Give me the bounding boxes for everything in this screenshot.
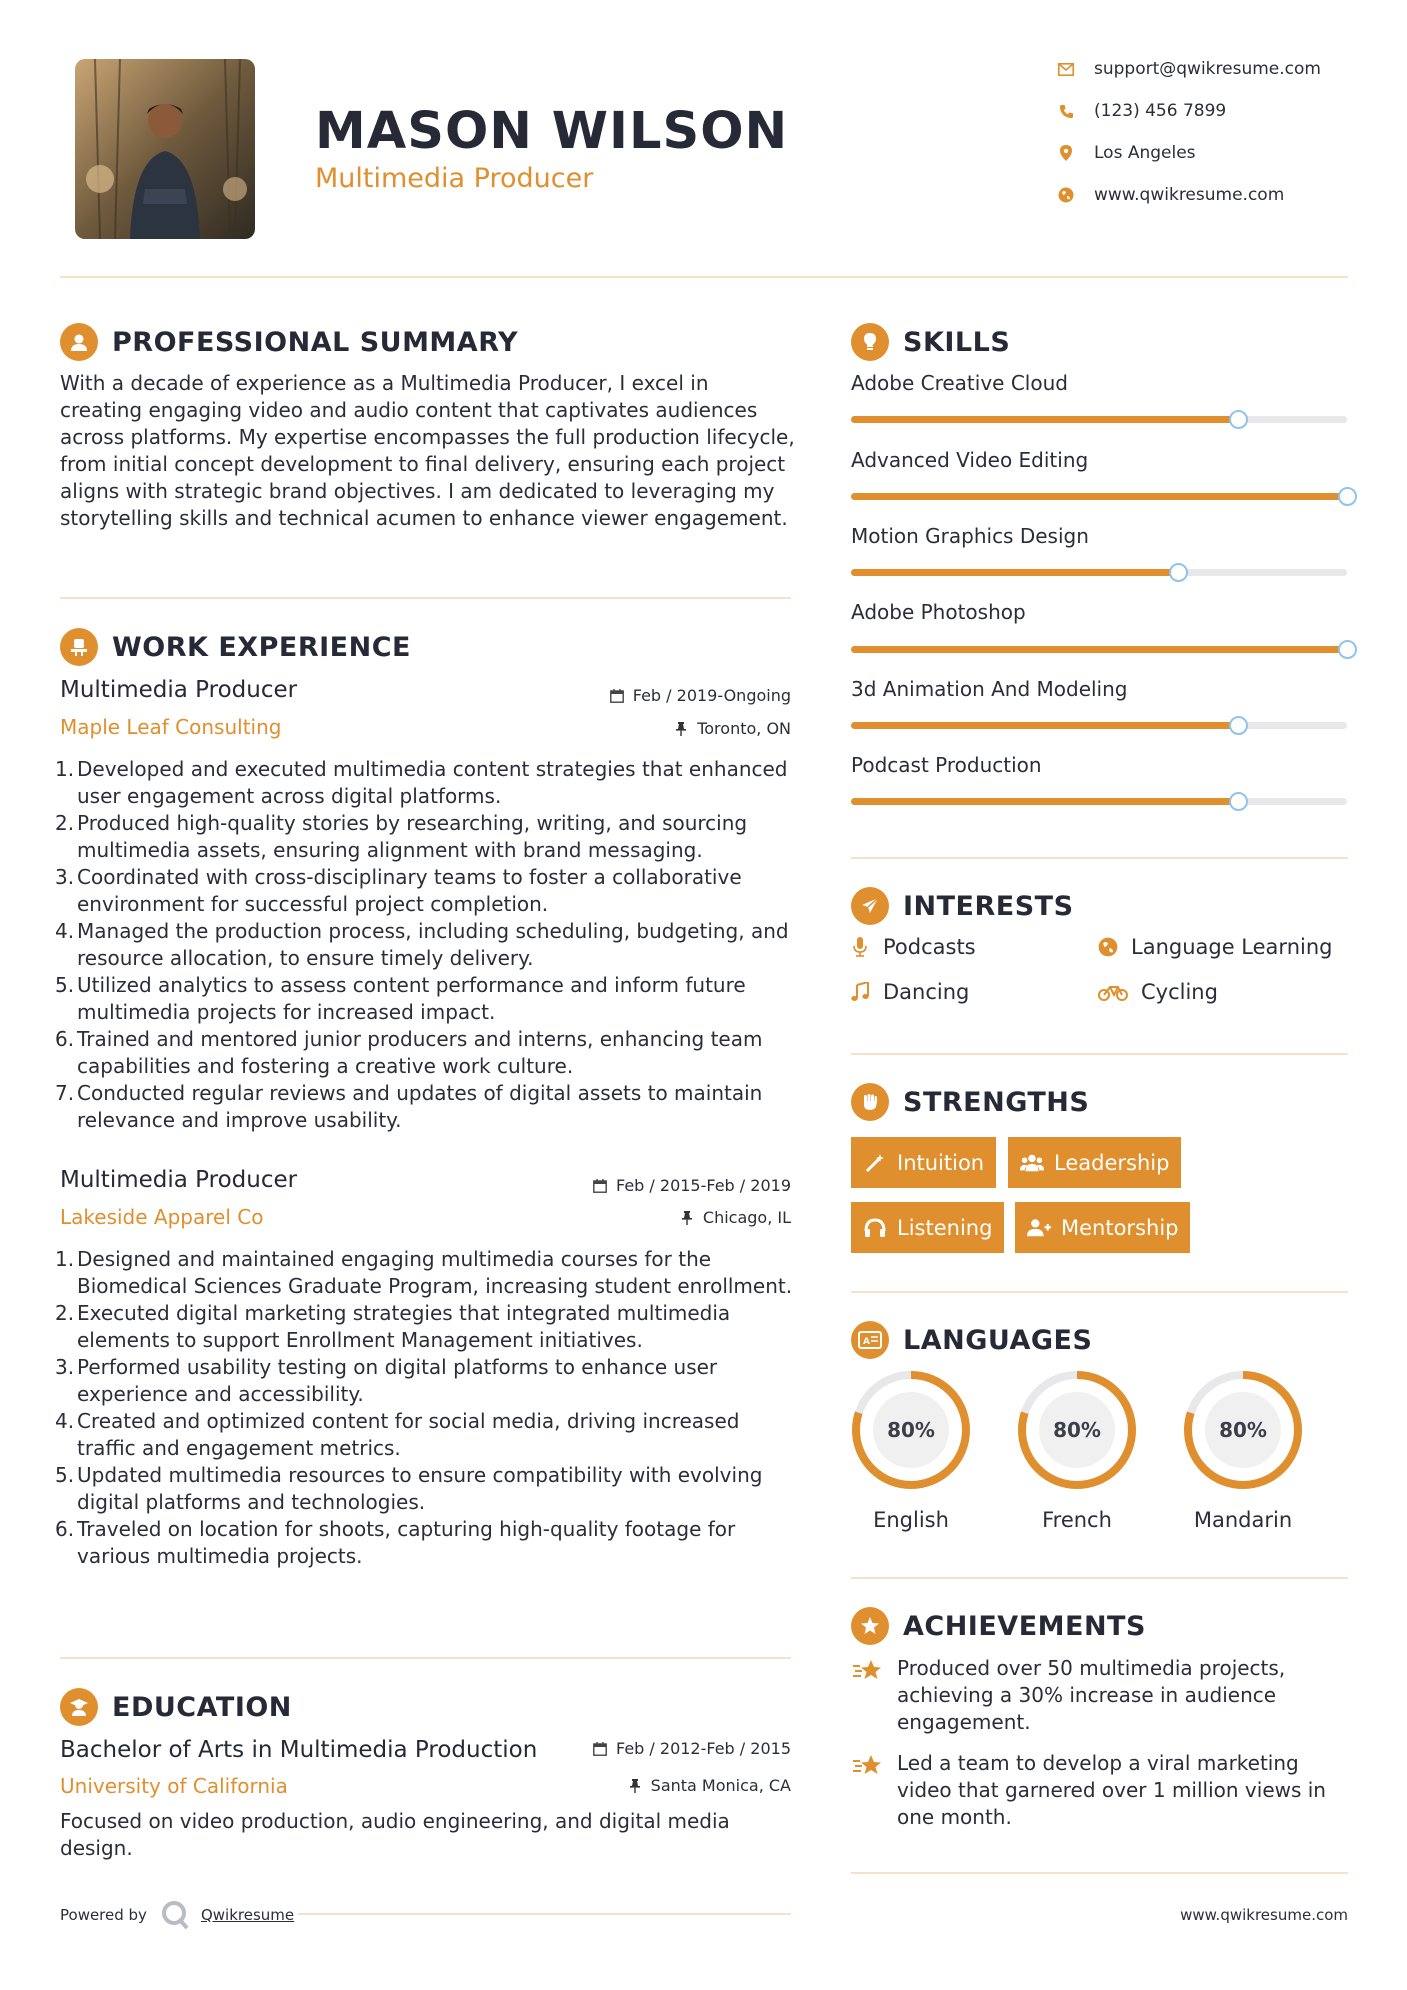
qwikresume-link[interactable]: Qwikresume (200, 1906, 295, 1924)
interest-dancing: Dancing (849, 980, 969, 1004)
summary-heading: PROFESSIONAL SUMMARY (60, 323, 518, 361)
headphones-icon (863, 1217, 887, 1239)
skill-label: 3d Animation And Modeling (851, 677, 1128, 701)
list-item: 1. Designed and maintained engaging multimedia courses for the Biomedical Sciences Graduate Program, increasing student enrollment. (55, 1247, 793, 1298)
footer-powered-by: Powered by Qwikresume (60, 1900, 294, 1930)
skill-bar (851, 569, 1347, 576)
language-percent: 80% (887, 1418, 935, 1442)
strengths-divider (851, 1291, 1348, 1293)
skill-knob (1229, 716, 1248, 735)
bicycle-icon (1097, 981, 1129, 1003)
globe-icon (1097, 936, 1119, 958)
lightbulb-icon (851, 323, 889, 361)
contact-email[interactable] (1056, 56, 1356, 82)
strength-tag-mentorship: Mentorship (1015, 1202, 1190, 1253)
list-item: 5. Utilized analytics to assess content performance and inform future multimedia projects for increased impact. (55, 973, 746, 1024)
star-badge-icon (851, 1607, 889, 1645)
achievement-item: Produced over 50 multimedia projects, achieving a 30% increase in audience engagement. (851, 1655, 1351, 1736)
contact-email-text: support@qwikresume.com (1094, 59, 1321, 79)
skill-knob (1338, 640, 1357, 659)
flying-star-icon (851, 1752, 885, 1782)
interest-podcasts: Podcasts (849, 935, 976, 959)
strength-tag-leadership: Leadership (1008, 1137, 1181, 1188)
language-mandarin (1181, 1368, 1305, 1532)
list-item: 4. Created and optimized content for social media, driving increased traffic and engagement metrics. (55, 1409, 740, 1460)
calendar-icon (609, 688, 625, 704)
music-note-icon (849, 981, 871, 1003)
job-1-bullets (55, 756, 795, 1134)
strength-tag-listening: Listening (851, 1202, 1004, 1253)
skill-bar (851, 798, 1347, 805)
achievements-divider (851, 1872, 1348, 1874)
fist-icon (851, 1083, 889, 1121)
footer-divider (298, 1913, 791, 1915)
skill-bar (851, 722, 1347, 729)
language-name: Mandarin (1193, 1508, 1293, 1532)
job-1-location: Toronto, ON (673, 719, 791, 738)
skill-knob (1338, 487, 1357, 506)
calendar-icon (592, 1178, 608, 1194)
language-name: French (1042, 1508, 1112, 1532)
calendar-icon (592, 1741, 608, 1757)
pin-icon (673, 721, 689, 737)
education-degree: Bachelor of Arts in Multimedia Production (60, 1737, 538, 1763)
skill-bar (851, 646, 1347, 653)
list-item: 6. Traveled on location for shoots, capturing high-quality footage for various multimedia projects. (55, 1517, 736, 1568)
list-item: 2. Executed digital marketing strategies that integrated multimedia elements to support Enrollment Management initiatives. (55, 1301, 731, 1352)
job-1-title: Multimedia Producer (60, 677, 298, 703)
interests-heading: INTERESTS (851, 887, 1074, 925)
user-plus-icon (1027, 1217, 1051, 1239)
skill-bar (851, 416, 1347, 423)
list-item: 4. Managed the production process, including scheduling, budgeting, and resource allocation, to ensure timely delivery. (55, 919, 789, 970)
envelope-icon (1056, 59, 1076, 79)
languages-heading: A LANGUAGES (851, 1321, 1092, 1359)
achievements-heading: ACHIEVEMENTS (851, 1607, 1146, 1645)
list-item: 2. Produced high-quality stories by researching, writing, and sourcing multimedia assets, ensuring alignment with brand messaging. (55, 811, 748, 862)
language-percent: 80% (1053, 1418, 1101, 1442)
interest-language-learning: Language Learning (1097, 935, 1332, 959)
header-divider (60, 276, 1348, 278)
list-item: 3. Performed usability testing on digital platforms to enhance user experience and accessibility. (55, 1355, 718, 1406)
phone-icon (1056, 101, 1076, 121)
skill-label: Adobe Creative Cloud (851, 371, 1068, 395)
footer-website[interactable]: www.qwikresume.com (1180, 1906, 1348, 1924)
job-2-dates: Feb / 2015-Feb / 2019 (592, 1176, 791, 1195)
list-item: 3. Coordinated with cross-disciplinary teams to foster a collaborative environment for successful project completion. (55, 865, 742, 916)
globe-icon (1056, 185, 1076, 205)
education-location: Santa Monica, CA (627, 1776, 791, 1795)
skills-divider (851, 857, 1348, 859)
strengths-heading: STRENGTHS (851, 1083, 1089, 1121)
contact-website[interactable] (1056, 182, 1356, 208)
experience-heading: WORK EXPERIENCE (60, 628, 411, 666)
contact-location-text: Los Angeles (1094, 143, 1196, 163)
contact-website-text: www.qwikresume.com (1094, 185, 1285, 205)
pin-icon (679, 1210, 695, 1226)
experience-divider (60, 1657, 791, 1659)
education-school: University of California (60, 1774, 288, 1798)
skill-bar (851, 493, 1347, 500)
graduation-icon (60, 1688, 98, 1726)
skill-label: Motion Graphics Design (851, 524, 1089, 548)
education-dates: Feb / 2012-Feb / 2015 (592, 1739, 791, 1758)
list-item: 5. Updated multimedia resources to ensure compatibility with evolving digital platforms and technologies. (55, 1463, 763, 1514)
contact-phone-text: (123) 456 7899 (1094, 101, 1227, 121)
user-icon (60, 323, 98, 361)
profile-photo (75, 59, 255, 239)
paper-plane-icon (851, 887, 889, 925)
skill-label: Podcast Production (851, 753, 1042, 777)
education-text: Focused on video production, audio engineering, and digital media design. (60, 1809, 730, 1860)
briefcase-icon (60, 628, 98, 666)
job-2-title: Multimedia Producer (60, 1167, 298, 1193)
skill-knob (1229, 792, 1248, 811)
skill-knob (1169, 563, 1188, 582)
strength-tag-intuition: Intuition (851, 1137, 996, 1188)
skill-knob (1229, 410, 1248, 429)
users-icon (1020, 1152, 1044, 1174)
candidate-title: Multimedia Producer (315, 163, 594, 194)
summary-divider (60, 597, 791, 599)
microphone-icon (849, 936, 871, 958)
skill-label: Advanced Video Editing (851, 448, 1089, 472)
languages-divider (851, 1577, 1348, 1579)
map-pin-icon (1056, 143, 1076, 163)
language-english (849, 1368, 973, 1532)
magic-wand-icon (863, 1152, 887, 1174)
svg-text:A: A (863, 1337, 870, 1347)
language-french (1015, 1368, 1139, 1532)
job-2-company: Lakeside Apparel Co (60, 1205, 264, 1229)
summary-text: With a decade of experience as a Multimedia Producer, I excel in creating engaging video and audio content that captivates audiences across platforms. My expertise encompasses the full production lifecycle, from initial concept development to final delivery, ensuring each project aligns with strategic brand objectives. I am dedicated to leveraging my storytelling skills and technical acumen to enhance viewer engagement. (60, 371, 795, 530)
skill-label: Adobe Photoshop (851, 600, 1026, 624)
language-icon (851, 1321, 889, 1359)
language-name: English (873, 1508, 949, 1532)
pin-icon (627, 1778, 643, 1794)
job-2-location: Chicago, IL (679, 1208, 791, 1227)
contact-phone[interactable] (1056, 98, 1356, 124)
interest-cycling: Cycling (1097, 980, 1218, 1004)
education-heading: EDUCATION (60, 1688, 292, 1726)
job-2-bullets (55, 1246, 795, 1570)
contact-location (1056, 140, 1356, 166)
list-item: 7. Conducted regular reviews and updates of digital assets to maintain relevance and improve usability. (55, 1081, 763, 1132)
list-item: 6. Trained and mentored junior producers and interns, enhancing team capabilities and fostering a creative work culture. (55, 1027, 763, 1078)
qwikresume-logo-icon (161, 1900, 189, 1930)
interests-divider (851, 1053, 1348, 1055)
flying-star-icon (851, 1657, 885, 1687)
achievement-item: Led a team to develop a viral marketing video that garnered over 1 million views in one month. (851, 1750, 1351, 1831)
skills-heading: SKILLS (851, 323, 1010, 361)
job-1-dates: Feb / 2019-Ongoing (609, 686, 791, 705)
candidate-name: MASON WILSON (315, 102, 789, 161)
list-item: 1. Developed and executed multimedia content strategies that enhanced user engagement across digital platforms. (55, 757, 788, 808)
job-1-company: Maple Leaf Consulting (60, 715, 282, 739)
language-percent: 80% (1219, 1418, 1267, 1442)
